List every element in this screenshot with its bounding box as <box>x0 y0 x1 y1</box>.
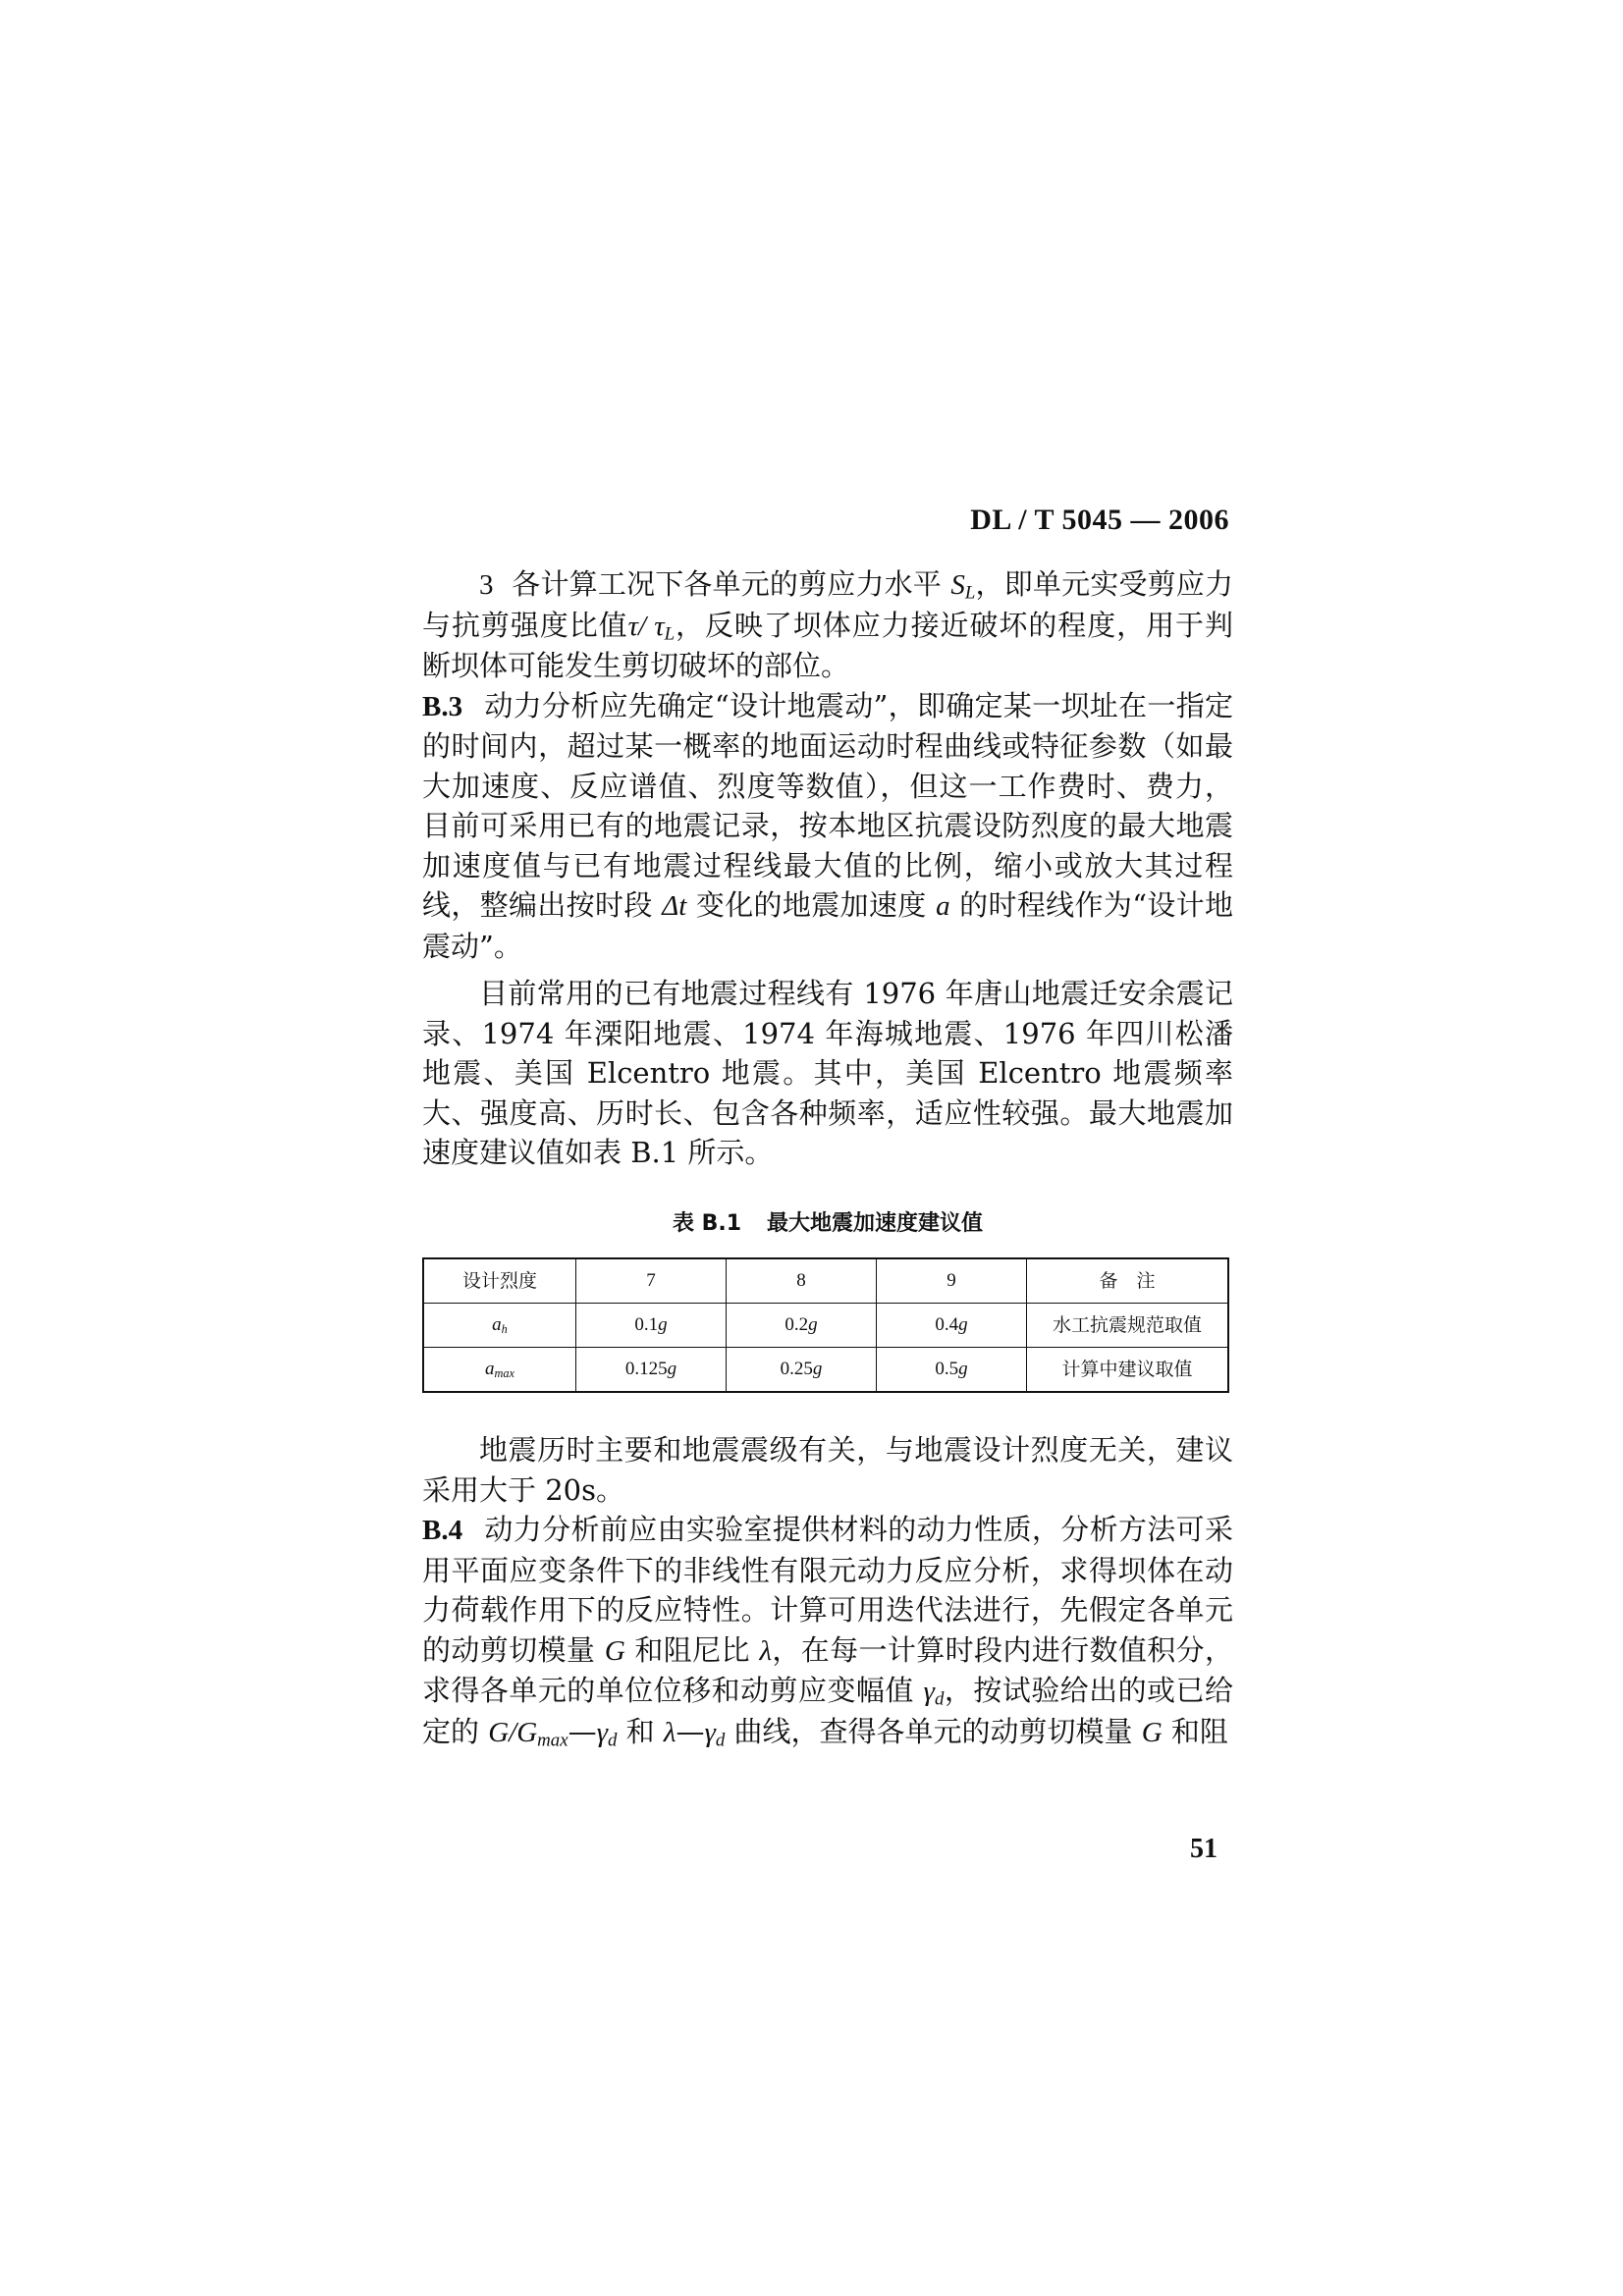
body-text <box>422 564 1233 1752</box>
text-run: 和阻尼比 <box>624 1632 760 1667</box>
subscript-max: max <box>537 1730 568 1751</box>
table-cell: 计算中建议取值 <box>1027 1348 1229 1393</box>
symbol-s: S <box>950 569 965 601</box>
subscript-l: L <box>664 623 676 645</box>
table-cell <box>727 1348 877 1393</box>
cell-value: 0.1 <box>634 1313 659 1335</box>
cell-unit: g <box>958 1358 968 1379</box>
cell-value: 0.25 <box>780 1358 813 1379</box>
standard-code-header: DL / T 5045 — 2006 <box>970 504 1229 536</box>
acceleration-table <box>422 1257 1229 1393</box>
table-header-cell: 7 <box>576 1258 727 1304</box>
symbol-lambda: λ <box>759 1634 773 1667</box>
subscript-d: d <box>715 1730 726 1751</box>
section-b4 <box>422 1510 1233 1752</box>
table-cell <box>877 1348 1027 1393</box>
cell-value: 0.2 <box>784 1313 809 1335</box>
table-cell: 水工抗震规范取值 <box>1027 1304 1229 1348</box>
text-run: 变化的地震加速度 <box>686 888 937 922</box>
text-run: 曲线，查得各单元的动剪切模量 <box>725 1714 1142 1748</box>
text-run: ，在每一计算时段内进行数值积分，求得各单元的单位位移和动剪应变幅值 <box>422 1632 1234 1707</box>
table-header-cell: 8 <box>727 1258 877 1304</box>
cell-value: 0.125 <box>624 1358 668 1379</box>
symbol-g: G <box>604 1634 625 1667</box>
symbol-lambda: λ <box>663 1716 676 1748</box>
cell-unit: g <box>812 1358 823 1379</box>
cell-unit: g <box>808 1313 818 1335</box>
subscript-l: L <box>964 582 976 604</box>
table-id: 表 B.1 <box>672 1210 742 1236</box>
text-run: — <box>676 1714 705 1748</box>
table-caption <box>422 1204 1233 1245</box>
text-run: 和阻 <box>1162 1714 1228 1748</box>
table-cell <box>423 1304 576 1348</box>
section-number: B.3 <box>422 690 463 722</box>
text-run: 动力分析应先确定“设计地震动”，即确定某一坝址在一指定的时间内，超过某一概率的地面运动时程曲线或特征参数（如最大加速度、反应谱值、烈度等数值），但这一工作费时、费力，目前可采用已有的地震记录，按本地区抗震设防烈度的最大地震加速度值与已有地震过程线最大值的比例，缩小或放大其过程线，整编出按时段 <box>422 688 1233 922</box>
subscript-d: d <box>608 1730 618 1751</box>
symbol-gamma: γ <box>704 1716 716 1748</box>
cell-value: 0.4 <box>935 1313 959 1335</box>
page-number: 51 <box>1190 1834 1217 1864</box>
table-header-row <box>423 1258 1228 1304</box>
table-title: 最大地震加速度建议值 <box>767 1210 984 1236</box>
paragraph-duration: 地震历时主要和地震震级有关，与地震设计烈度无关，建议采用大于 20s。 <box>422 1433 1233 1507</box>
symbol-tau: τ/ τ <box>627 610 665 642</box>
symbol-a: a <box>936 890 950 922</box>
cell-value: 0.5 <box>935 1358 959 1379</box>
item-number: 3 <box>479 569 494 601</box>
cell-unit: g <box>667 1358 677 1379</box>
symbol-gamma: γ <box>923 1676 935 1707</box>
table-cell <box>877 1304 1027 1348</box>
row-symbol: a <box>492 1313 502 1335</box>
table-header-cell: 备 注 <box>1027 1258 1229 1304</box>
row-symbol-subscript: h <box>501 1321 508 1336</box>
table-header-cell: 设计烈度 <box>423 1258 576 1304</box>
table-row <box>423 1304 1228 1348</box>
text-run: ，反映了坝体应力接近破坏的程度，用于判断坝体可能发生剪切破坏的部位。 <box>422 608 1233 682</box>
table-header-cell: 9 <box>877 1258 1027 1304</box>
symbol-g: G <box>1141 1716 1163 1748</box>
text-run: — <box>568 1714 597 1748</box>
subscript-d: d <box>934 1688 945 1710</box>
section-b3 <box>422 686 1233 967</box>
text-run: 各计算工况下各单元的剪应力水平 <box>512 567 951 601</box>
text-run: 动力分析前应由实验室提供材料的动力性质，分析方法可采用平面应变条件下的非线性有限元动力反应分析，求得坝体在动力荷载作用下的反应特性。计算可用迭代法进行，先假定各单元的动剪切模量 <box>422 1513 1233 1667</box>
row-symbol-subscript: max <box>494 1365 515 1380</box>
paragraph-item-3 <box>422 564 1233 686</box>
text-run: 和 <box>617 1714 664 1748</box>
symbol-gamma: γ <box>596 1716 609 1748</box>
table-cell <box>727 1304 877 1348</box>
row-symbol: a <box>484 1358 495 1379</box>
symbol-delta-t: Δt <box>662 890 687 922</box>
text-run: ，即单元实受剪应力与抗剪强度比值 <box>422 567 1233 642</box>
cell-unit: g <box>658 1313 668 1335</box>
table-cell <box>423 1348 576 1393</box>
cell-unit: g <box>958 1313 968 1335</box>
text-run: 的时程线作为“设计地震动”。 <box>422 888 1234 963</box>
paragraph-common-records: 目前常用的已有地震过程线有 1976 年唐山地震迁安余震记录、1974 年溧阳地震、1974 年海城地震、1976 年四川松潘地震、美国 Elcentro 地震。其中，美国 Elcentro 地震频率大、强度高、历时长、包含各种频率，适应性较强。最大地震加速度建议值如表 B.1 所示。 <box>422 977 1233 1169</box>
table-cell <box>576 1348 727 1393</box>
section-number: B.4 <box>422 1515 463 1546</box>
table-cell <box>576 1304 727 1348</box>
symbol-g-over-gmax: G/G <box>488 1716 538 1748</box>
table-row <box>423 1348 1228 1393</box>
text-run: ，按试验给出的或已给定的 <box>422 1674 1233 1748</box>
